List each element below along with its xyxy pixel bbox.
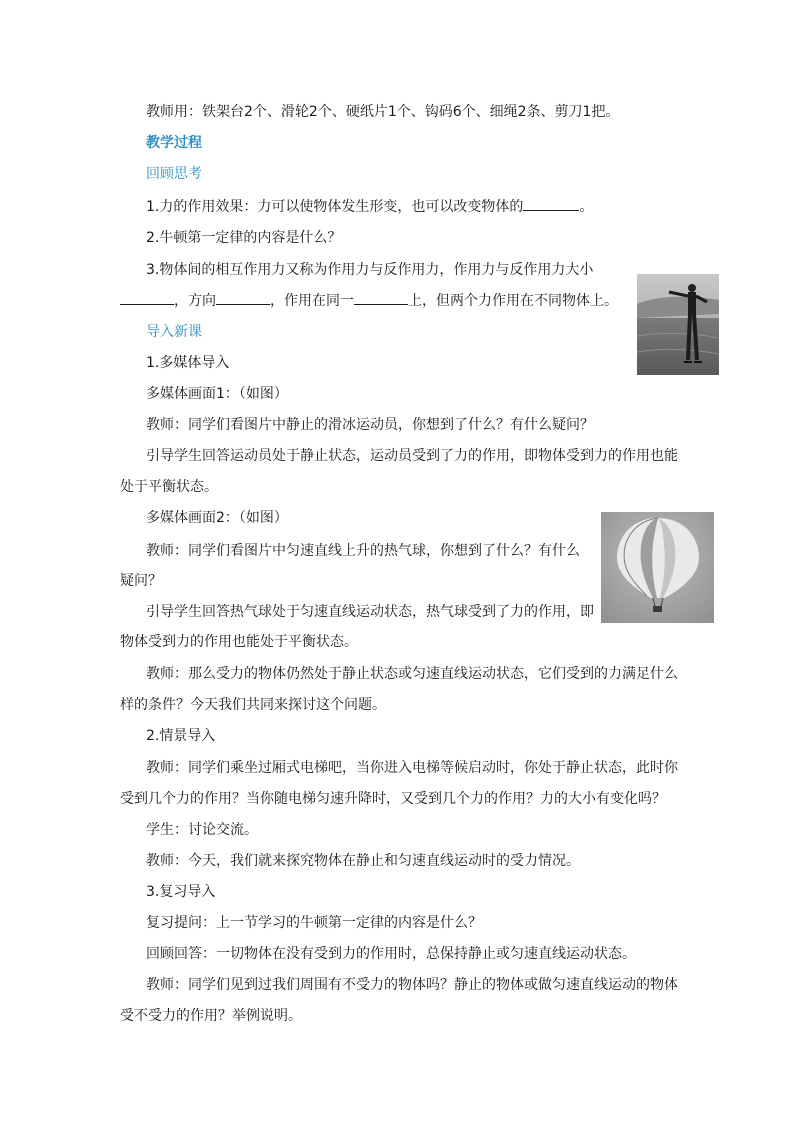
review-teacher-line1: 教师：同学们见到过我们周围有不受力的物体吗？静止的物体或做匀速直线运动的物体 (146, 977, 678, 993)
scene-student: 学生：讨论交流。 (146, 822, 258, 838)
section-3-title: 3.复习导入 (146, 884, 216, 900)
q3-part1: ，方向 (174, 293, 216, 309)
screen-2-teacher-line1: 教师：同学们看图片中匀速直线上升的热气球，你想到了什么？有什么 (146, 543, 580, 559)
q3-part3: 上，但两个力作用在不同物体上。 (408, 293, 618, 309)
review-question-1-text: 1.力的作用效果：力可以使物体发生形变，也可以改变物体的 (146, 199, 524, 215)
review-question-3-line1: 3.物体间的相互作用力又称为作用力与反作用力，作用力与反作用力大小 (146, 262, 594, 278)
scene-teacher-line2: 受到几个力的作用？当你随电梯匀速升降时，又受到几个力的作用？力的大小有变化吗？ (120, 791, 666, 807)
review-question-1 (146, 196, 593, 217)
review-question-3-line2 (120, 290, 618, 311)
screen-2-teacher-line2: 疑问？ (120, 573, 162, 589)
screen-1-guide-line2: 处于平衡状态。 (120, 479, 218, 495)
screen-2-guide-line1: 引导学生回答热气球处于匀速直线运动状态，热气球受到了力的作用，即 (146, 604, 594, 620)
scene-teacher-line1: 教师：同学们乘坐过厢式电梯吧，当你进入电梯等候启动时，你处于静止状态，此时你 (146, 760, 678, 776)
q3-part2: ，作用在同一 (270, 293, 354, 309)
teacher-question-line2: 样的条件？今天我们共同来探讨这个问题。 (120, 697, 386, 713)
review-question-1-end: 。 (579, 199, 594, 215)
answer-blank (354, 290, 408, 305)
materials-text: 教师用：铁架台2个、滑轮2个、硬纸片1个、钩码6个、细绳2条、剪刀1把。 (146, 104, 620, 120)
skater-photo (637, 274, 719, 375)
screen-1-guide-line1: 引导学生回答运动员处于静止状态，运动员受到了力的作用，即物体受到力的作用也能 (146, 448, 678, 464)
answer-blank (523, 196, 579, 211)
section-1-title: 1.多媒体导入 (146, 355, 230, 371)
screen-2-guide-line2: 物体受到力的作用也能处于平衡状态。 (120, 634, 358, 650)
scene-teacher-line3: 教师：今天，我们就来探究物体在静止和匀速直线运动时的受力情况。 (146, 853, 580, 869)
review-question-2: 2.牛顿第一定律的内容是什么？ (146, 230, 342, 246)
review-answer: 回顾回答：一切物体在没有受到力的作用时，总保持静止或匀速直线运动状态。 (146, 946, 636, 962)
screen-1-teacher: 教师：同学们看图片中静止的滑冰运动员，你想到了什么？有什么疑问？ (146, 417, 594, 433)
hot-air-balloon-photo (601, 512, 714, 623)
teacher-question-line1: 教师：那么受力的物体仍然处于静止状态或匀速直线运动状态，它们受到的力满足什么 (146, 666, 678, 682)
review-teacher-line2: 受不受力的作用？举例说明。 (120, 1008, 302, 1024)
teaching-process-heading: 教学过程 (146, 135, 202, 151)
answer-blank (216, 290, 270, 305)
answer-blank (120, 290, 174, 305)
intro-heading: 导入新课 (146, 324, 202, 340)
screen-2-label: 多媒体画面2：（如图） (146, 510, 288, 526)
screen-1-label: 多媒体画面1：（如图） (146, 386, 288, 402)
review-heading: 回顾思考 (146, 166, 202, 182)
section-2-title: 2.情景导入 (146, 728, 216, 744)
review-question: 复习提问：上一节学习的牛顿第一定律的内容是什么？ (146, 915, 482, 931)
